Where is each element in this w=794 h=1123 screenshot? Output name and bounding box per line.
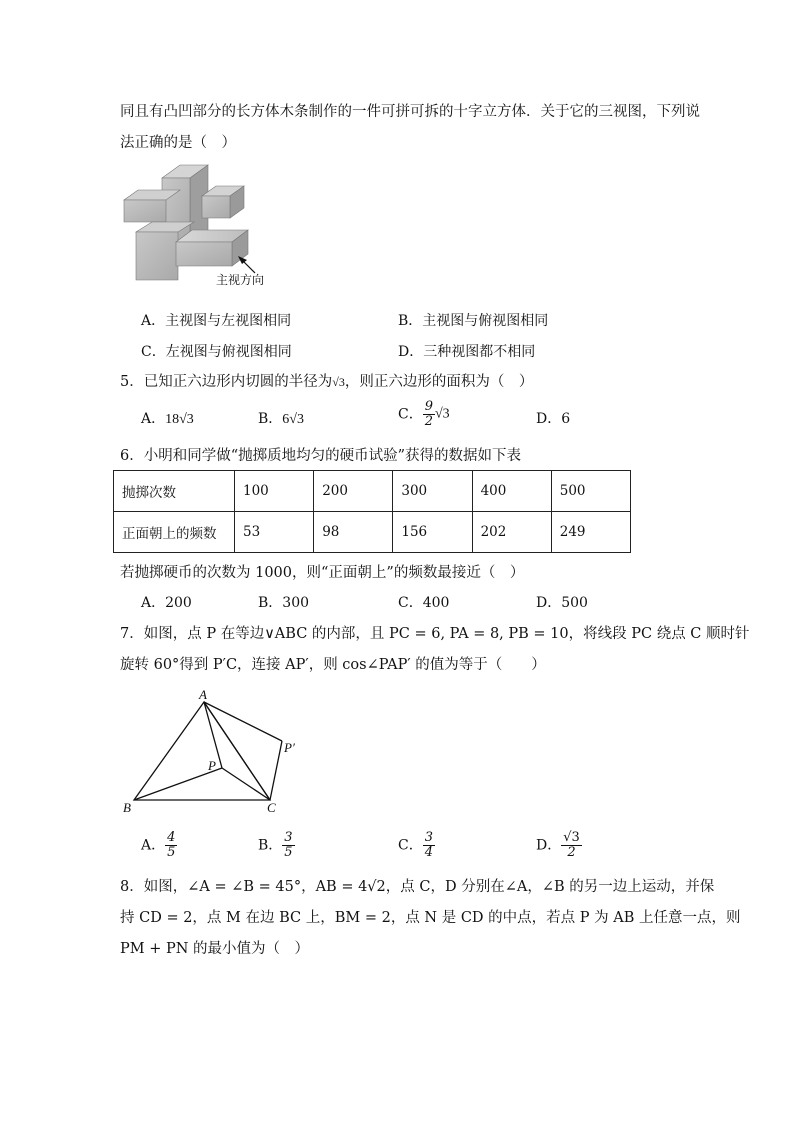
q5-option-a-value: 18√3: [165, 412, 194, 427]
q5-option-b-value: 6√3: [282, 412, 304, 427]
q5-radius: √3: [332, 375, 345, 389]
table-cell: 53: [235, 512, 314, 553]
q5-option-c[interactable]: C． $\frac{9}{2}$ √3: [398, 399, 450, 429]
q6-option-a[interactable]: A．200: [141, 595, 192, 611]
q7-stem-line2: 旋转 60°得到 P′C，连接 AP′，则 cos∠PAP′ 的值为等于（ ）: [120, 657, 546, 673]
table-cell: 249: [551, 512, 630, 553]
q7-option-d-fraction: $\frac{√3}{2}$: [563, 830, 580, 860]
q7-option-b[interactable]: B． $\frac{3}{5}$: [258, 830, 293, 860]
q4-stem-line2: 法正确的是（ ）: [120, 135, 236, 151]
segment-pc: [222, 768, 270, 800]
q4-option-b[interactable]: B．主视图与俯视图相同: [398, 313, 549, 329]
q5-stem-a: 5．已知正六边形内切圆的半径为: [120, 374, 333, 390]
point-p-label: P: [208, 758, 216, 773]
triangle-abc: [134, 702, 270, 800]
table-cell: 100: [235, 471, 314, 512]
q5-option-a[interactable]: A．18√3: [141, 411, 194, 427]
table-cell: 202: [472, 512, 551, 553]
q4-option-a[interactable]: A．主视图与左视图相同: [141, 313, 292, 329]
vertex-c-label: C: [267, 800, 276, 815]
table-cell: 98: [314, 512, 393, 553]
table-cell: 200: [314, 471, 393, 512]
q8-stem-line2: 持 CD = 2，点 M 在边 BC 上，BM = 2，点 N 是 CD 的中点，若点 P 为 AB 上任意一点，则: [120, 910, 741, 926]
q5-stem-b: ，则正六边形的面积为（ ）: [344, 374, 534, 390]
q7-option-b-fraction: $\frac{3}{5}$: [284, 830, 293, 860]
q7-option-c[interactable]: C． $\frac{3}{4}$: [398, 830, 433, 860]
table-cell: 500: [551, 471, 630, 512]
segment-cp-prime: [270, 741, 282, 800]
q4-option-c[interactable]: C．左视图与俯视图相同: [141, 344, 292, 360]
q8-stem-line1: 8．如图，∠A = ∠B = 45°，AB = 4√2，点 C，D 分别在∠A，∠B 的另一边上运动，并保: [120, 879, 715, 895]
view-direction-label: 主视方向: [216, 273, 265, 287]
q6-followup: 若抛掷硬币的次数为 1000，则“正面朝上”的频数最接近（ ）: [120, 565, 525, 581]
table-cell: 300: [393, 471, 472, 512]
q7-option-c-fraction: $\frac{3}{4}$: [424, 830, 433, 860]
vertex-b-label: B: [123, 800, 131, 815]
triangle-figure: [115, 684, 315, 819]
q5-option-c-fraction: $\frac{9}{2}$: [424, 399, 433, 429]
table-row: [114, 512, 631, 553]
point-p-prime-label: P′: [284, 740, 295, 755]
table-header-cell: 正面朝上的频数: [114, 512, 235, 553]
table-row: [114, 471, 631, 512]
q5-option-b[interactable]: B．6√3: [258, 411, 304, 427]
q7-option-d[interactable]: D． $\frac{√3}{2}$: [536, 830, 580, 860]
segment-ap-prime: [204, 702, 282, 741]
q4-option-d[interactable]: D．三种视图都不相同: [398, 344, 536, 360]
table-cell: 400: [472, 471, 551, 512]
q4-stem-line1: 同且有凸凹部分的长方体木条制作的一件可拼可拆的十字立方体．关于它的三视图，下列说: [120, 104, 700, 120]
q5-option-d[interactable]: D．6: [536, 411, 571, 427]
q7-option-a-fraction: $\frac{4}{5}$: [167, 830, 176, 860]
q6-option-b[interactable]: B．300: [258, 595, 310, 611]
q7-option-a[interactable]: A． $\frac{4}{5}$: [141, 830, 176, 860]
table-cell: 156: [393, 512, 472, 553]
q5-stem: [120, 372, 533, 392]
q6-option-d[interactable]: D．500: [536, 595, 588, 611]
q7-stem-line1: 7．如图，点 P 在等边∨ABC 的内部，且 PC = 6, PA = 8, PB = 10，将线段 PC 绕点 C 顺时针: [120, 626, 750, 642]
q6-option-c[interactable]: C．400: [398, 595, 450, 611]
q8-stem-line3: PM + PN 的最小值为（ ）: [120, 941, 310, 957]
table-header-cell: 抛掷次数: [114, 471, 235, 512]
segment-ac: [204, 702, 270, 800]
q6-stem: 6．小明和同学做“抛掷质地均匀的硬币试验”获得的数据如下表: [120, 448, 522, 464]
vertex-a-label: A: [199, 687, 207, 702]
frequency-table: [113, 470, 631, 553]
